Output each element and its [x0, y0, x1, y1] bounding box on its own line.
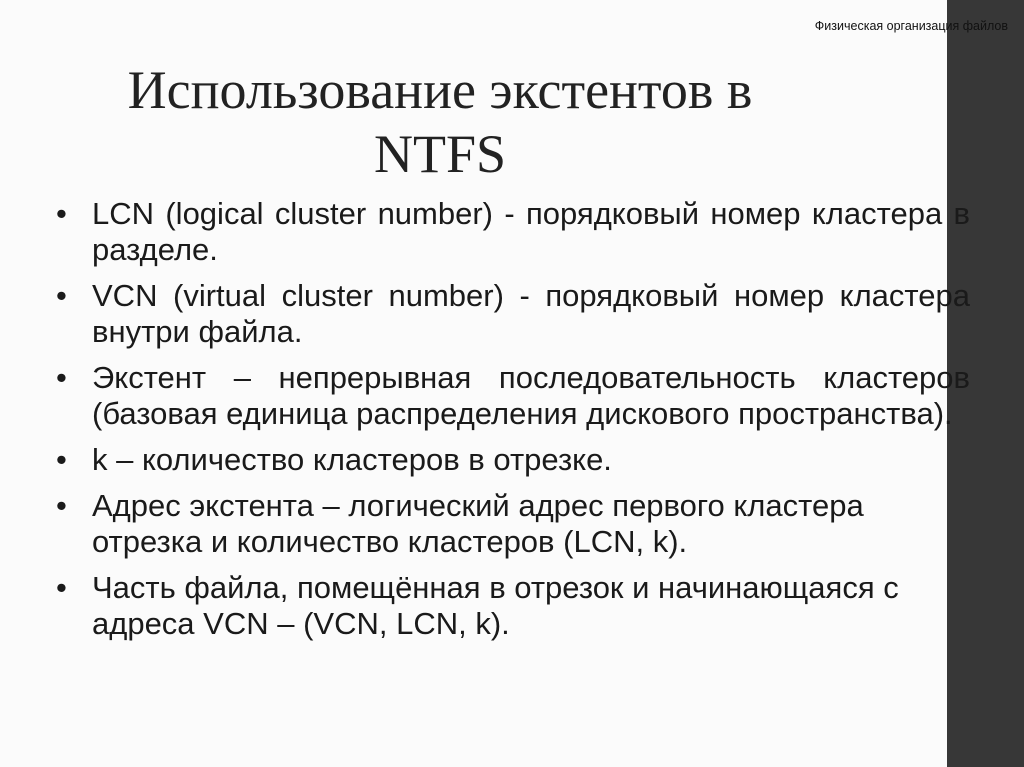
- section-header-label: Физическая организация файлов: [814, 19, 1008, 33]
- bullet-list: [52, 196, 970, 652]
- bullet-item-k: • k – количество кластеров в отрезке.: [52, 442, 970, 478]
- bullet-item-lcn: • LCN (logical cluster number) - порядковый номер кластера в разделе.: [52, 196, 970, 268]
- bullet-item-extent: • Экстент – непрерывная последовательность кластеров (базовая единица распределения дискового пространства).: [52, 360, 970, 432]
- bullet-item-file-part: • Часть файла, помещённая в отрезок и начинающаяся с адреса VCN – (VCN, LCN, k).: [52, 570, 970, 642]
- bullet-item-vcn: • VCN (virtual cluster number) - порядковый номер кластера внутри файла.: [52, 278, 970, 350]
- slide-title: Использование экстентов в NTFS: [127, 60, 753, 184]
- bullet-item-extent-address: • Адрес экстента – логический адрес первого кластера отрезка и количество кластеров (LCN, k).: [52, 488, 970, 560]
